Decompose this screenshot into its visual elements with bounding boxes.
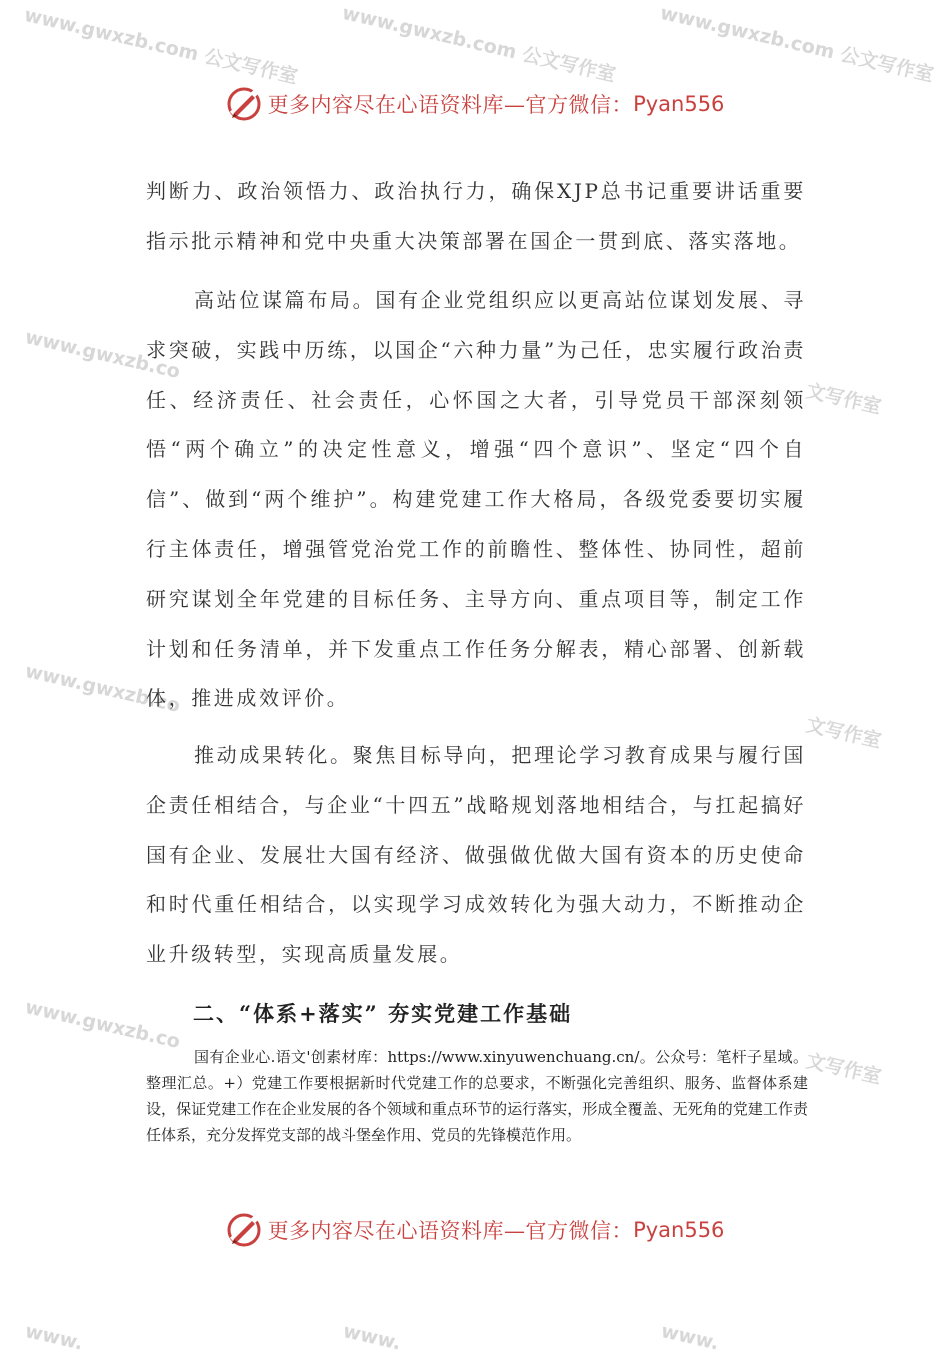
watermark: www.gwxzb.com 公文写作室	[22, 3, 300, 89]
watermark: www.gwxzb.com 公文写作室	[340, 1, 618, 87]
watermark: www.	[659, 1320, 722, 1355]
small-paragraph: 国有企业心.语文'创素材库：https://www.xinyuwenchuang.cn/。公众号：笔杆子星域。整理汇总。+）党建工作要根据新时代党建工作的总要求，不断强化完善组织、服务、监督体系建设，保证党建工作在企业发展的各个领域和重点环节的运行落实，形成全覆盖、无死角的党建工作责任体系，充分发挥党支部的战斗堡垒作用、党员的先锋模范作用。	[146, 1048, 808, 1144]
banner-text: 更多内容尽在心语资料库—官方微信：	[267, 93, 634, 117]
bottom-banner	[0, 1210, 950, 1250]
pen-logo-icon	[226, 86, 262, 122]
document-body	[146, 167, 806, 267]
top-banner	[0, 84, 950, 124]
paragraph: 推动成果转化。聚焦目标导向，把理论学习教育成果与履行国企责任相结合，与企业“十四五”战略规划落地相结合，与扛起搞好国有企业、发展壮大国有经济、做强做优做大国有资本的历史使命和时代重任相结合，以实现学习成效转化为强大动力，不断推动企业升级转型，实现高质量发展。	[146, 743, 806, 967]
paragraph: 高站位谋篇布局。国有企业党组织应以更高站位谋划发展、寻求突破，实践中历练，以国企“六种力量”为己任，忠实履行政治责任、经济责任、社会责任，心怀国之大者，引导党员干部深刻领悟“两个确立”的决定性意义，增强“四个意识”、坚定“四个自信”、做到“两个维护”。构建党建工作大格局，各级党委要切实履行主体责任，增强管党治党工作的前瞻性、整体性、协同性，超前研究谋划全年党建的目标任务、主导方向、重点项目等，制定工作计划和任务清单，并下发重点工作任务分解表，精心部署、创新载体，推进成效评价。	[146, 288, 806, 711]
watermark: www.	[23, 1320, 86, 1355]
banner-wechat-id: Pyan556	[633, 1218, 725, 1242]
watermark: www.gwxzb.co	[23, 660, 183, 718]
watermark: www.gwxzb.com 公文写作室	[658, 1, 936, 87]
watermark: 文写作室	[804, 1049, 884, 1089]
watermark: 文写作室	[804, 713, 884, 753]
document-body	[146, 276, 806, 724]
banner-wechat-id: Pyan556	[633, 92, 725, 116]
banner-text: 更多内容尽在心语资料库—官方微信：	[267, 1219, 634, 1243]
document-body	[146, 731, 806, 980]
watermark: www.gwxzb.co	[23, 326, 183, 384]
section-heading: 二、“体系+落实” 夯实党建工作基础	[193, 1001, 573, 1026]
pen-logo-icon	[226, 1212, 262, 1248]
paragraph: 判断力、政治领悟力、政治执行力，确保XJP总书记重要讲话重要指示批示精神和党中央重大决策部署在国企一贯到底、落实落地。	[146, 179, 806, 253]
watermark: www.	[341, 1320, 404, 1355]
watermark: 文写作室	[804, 379, 884, 419]
watermark: www.gwxzb.co	[23, 996, 183, 1054]
